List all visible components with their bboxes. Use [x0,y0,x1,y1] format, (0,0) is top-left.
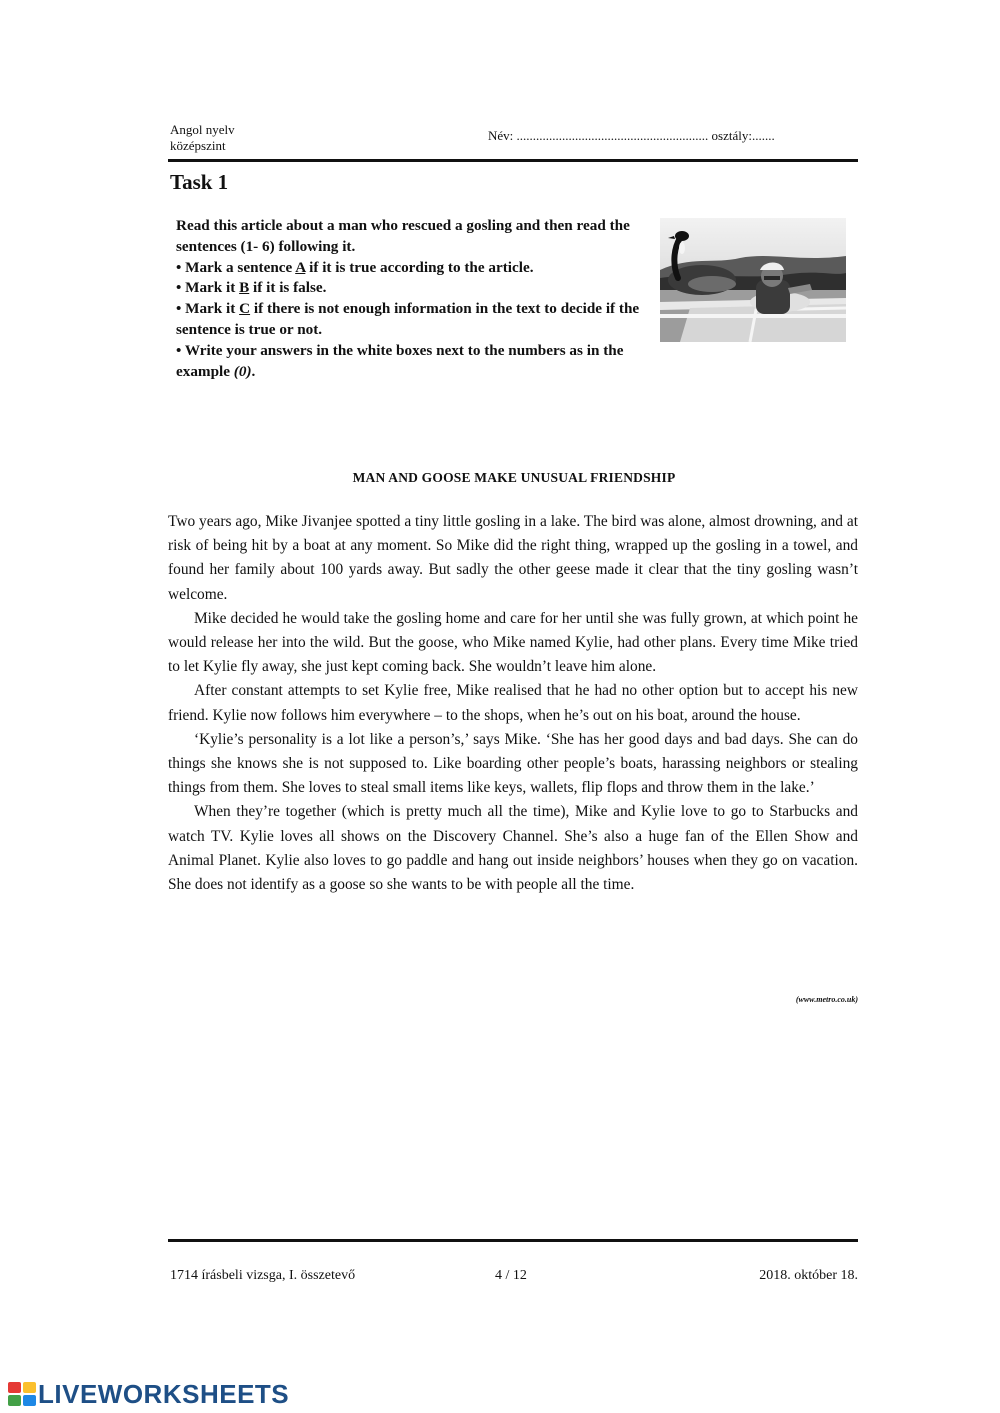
instruction-text: if it is false. [249,279,327,297]
liveworksheets-logo [8,1380,289,1408]
article-paragraph: ‘Kylie’s personality is a lot like a person’s,’ says Mike. ‘She has her good days and bad days. She can do things she knows she is not supposed to. Like boarding other people’s boats, harassing neighbors or stealing things from them. She loves to steal small items like keys, wallets, flip flops and throw them in the lake.’ [168,730,858,797]
instruction-text: • Mark a sentence [176,258,296,276]
option-b-letter: B [239,279,250,297]
footer-divider [168,1239,858,1242]
article-body [168,510,858,897]
liveworksheets-mark-icon [8,1382,36,1406]
instruction-mark-c [176,299,651,341]
article-paragraph: After constant attempts to set Kylie free, Mike realised that he had no other option but to accept his new friend. Kylie now follows him everywhere – to the shops, when he’s out on his boat, around the house. [168,682,858,724]
header-level: középszint [170,138,226,153]
task-title: Task 1 [170,170,229,194]
instruction-text: . [251,362,256,380]
instruction-text: • Mark it [176,279,240,297]
article-paragraph: When they’re together (which is pretty much all the time), Mike and Kylie love to go to Starbucks and watch TV. Kylie loves all shows on the Discovery Channel. She’s also a huge fan of the Ellen Show and Animal Planet. Kylie also loves to go paddle and hang out inside neighbors’ houses when they go on vacation. She does not identify as a goose so she wants to be with people all the time. [168,803,858,894]
header-subject: Angol nyelv [170,122,235,137]
option-a-letter: A [295,258,306,276]
article-source: (www.metro.co.uk) [795,995,858,1004]
liveworksheets-wordmark: LIVEWORKSHEETS [38,1379,290,1409]
instruction-mark-a [176,258,651,279]
footer-exam-code: 1714 írásbeli vizsga, I. összetevő [170,1268,356,1283]
option-c-letter: C [239,300,251,318]
instruction-text: if there is not enough information in the text to decide if the sentence is true or not. [176,300,640,338]
man-and-goose-photo [660,218,846,342]
instruction-write [176,341,651,383]
header-subject-block [170,122,235,154]
header-divider [168,159,858,162]
instruction-text: • Write your answers in the white boxes next to the numbers as in the example [176,341,624,380]
example-marker: (0) [233,362,252,380]
instruction-intro: Read this article about a man who rescued a gosling and then read the sentences (1- 6) following it. [176,217,630,255]
name-class-field: Név: ........................................................... osztály:....... [488,128,775,143]
article-paragraph: Two years ago, Mike Jivanjee spotted a tiny little gosling in a lake. The bird was alone, almost drowning, and at risk of being hit by a boat at any moment. So Mike did the right thing, wrapped up the gosling in a towel, and found her family about 100 yards away. But sadly the other geese made it clear that the tiny gosling wasn’t welcome. [168,513,858,603]
instruction-text: if it is true according to the article. [305,258,534,276]
footer-date: 2018. október 18. [759,1268,858,1283]
instruction-text: • Mark it [176,300,240,318]
article-title: MAN AND GOOSE MAKE UNUSUAL FRIENDSHIP [352,470,676,485]
footer-page-number: 4 / 12 [495,1268,527,1283]
article-paragraph: Mike decided he would take the gosling home and care for her until she was fully grown, at which point he would release her into the wild. But the goose, who Mike named Kylie, had other plans. Every time Mike tried to let Kylie fly away, she just kept coming back. She wouldn’t leave him alone. [168,609,858,676]
instruction-mark-b [176,278,651,299]
task-instructions [176,216,651,382]
